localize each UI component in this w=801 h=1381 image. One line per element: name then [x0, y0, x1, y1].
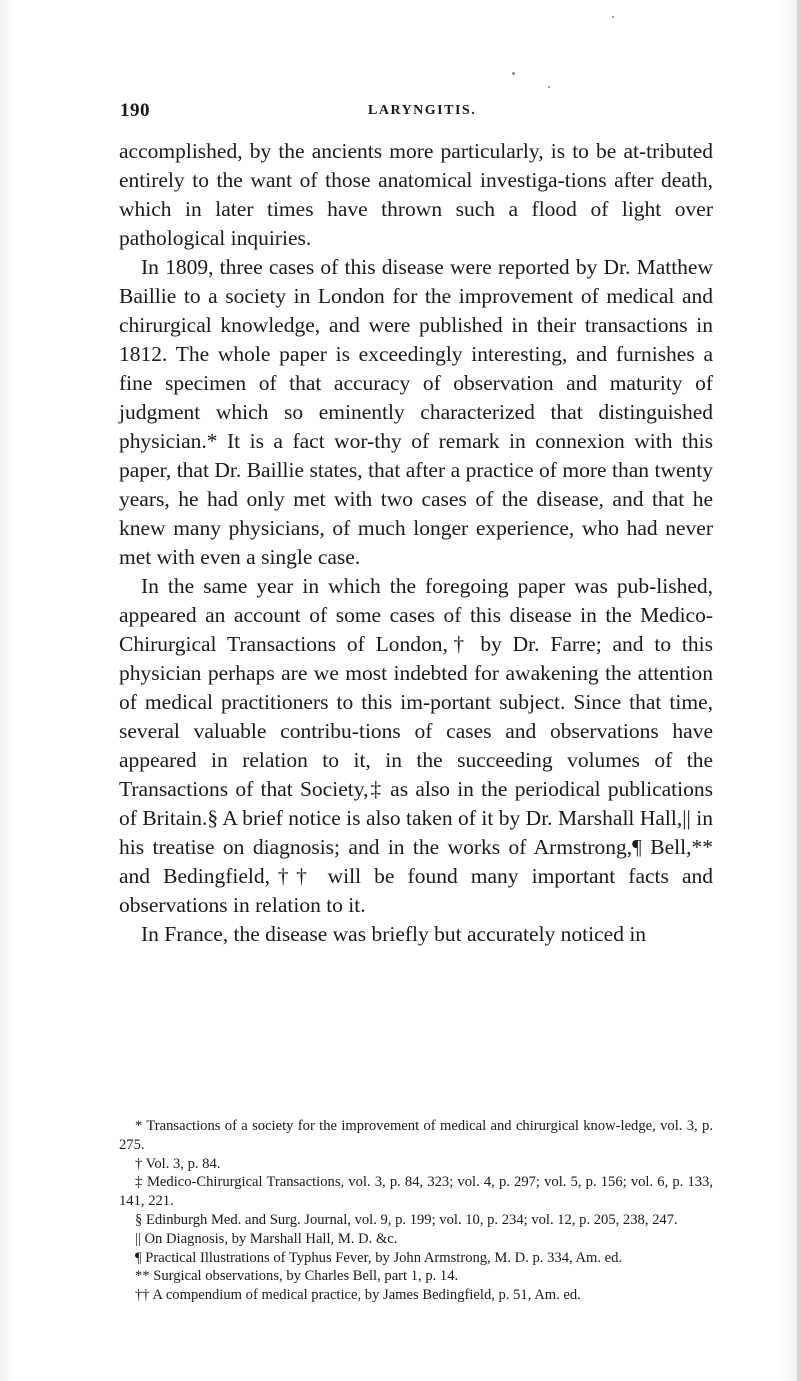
- footnote: * Transactions of a society for the improvement of medical and chirurgical know-ledge, vol. 3, p. 275.: [119, 1118, 713, 1153]
- paragraph: In France, the disease was briefly but accurately noticed in: [141, 922, 647, 946]
- footnote: § Edinburgh Med. and Surg. Journal, vol. 9, p. 199; vol. 10, p. 234; vol. 12, p. 205, 238, 247.: [135, 1211, 678, 1228]
- running-head: LARYNGITIS.: [368, 103, 477, 118]
- footnote: ** Surgical observations, by Charles Bell, part 1, p. 14.: [135, 1268, 459, 1285]
- footnote: ¶ Practical Illustrations of Typhus Fever, by John Armstrong, M. D. p. 334, Am. ed.: [135, 1249, 623, 1266]
- page-number: 190: [120, 100, 150, 121]
- scan-speck: [548, 86, 550, 88]
- scan-speck: [512, 72, 515, 75]
- footnote: || On Diagnosis, by Marshall Hall, M. D. &c.: [135, 1230, 398, 1247]
- footnotes: [119, 1117, 713, 1305]
- footnote: † Vol. 3, p. 84.: [135, 1155, 221, 1172]
- paragraph: In the same year in which the foregoing paper was pub-lished, appeared an account of some cases of this disease in the Medico-Chirurgical Transactions of London,† by Dr. Farre; and to this physician perhaps are we most indebted for awakening the attention of medical practitioners to this im-portant subject. Since that time, several valuable contribu-tions of cases and observations have appeared in relation to it, in the succeeding volumes of the Transactions of that Society,‡ as also in the periodical publications of Britain.§ A brief notice is also taken of it by Dr. Marshall Hall,|| in his treatise on diagnosis; and in the works of Armstrong,¶ Bell,** and Bedingfield,†† will be found many important facts and observations in relation to it.: [119, 574, 713, 917]
- scan-speck: [612, 16, 614, 18]
- footnote: †† A compendium of medical practice, by James Bedingfield, p. 51, Am. ed.: [135, 1287, 581, 1304]
- page-header: [120, 100, 720, 126]
- paragraph: accomplished, by the ancients more particularly, is to be at-tributed entirely to the want of those anatomical investiga-tions after death, which in later times have thrown such a flood of light over pathological inquiries.: [119, 139, 713, 250]
- body-text: [119, 137, 713, 949]
- page-edge: [797, 0, 801, 1381]
- footnote: ‡ Medico-Chirurgical Transactions, vol. 3, p. 84, 323; vol. 4, p. 297; vol. 5, p. 156; vol. 6, p. 133, 141, 221.: [119, 1174, 713, 1210]
- paragraph: In 1809, three cases of this disease were reported by Dr. Matthew Baillie to a society in London for the improvement of medical and chirurgical knowledge, and were published in their transactions in 1812. The whole paper is exceedingly interesting, and furnishes a fine specimen of that accuracy of observation and maturity of judgment which so eminently characterized that distinguished physician.* It is a fact wor-thy of remark in connexion with this paper, that Dr. Baillie states, that after a practice of more than twenty years, he had only met with two cases of the disease, and that he knew many physicians, of much longer experience, who had never met with even a single case.: [119, 255, 713, 569]
